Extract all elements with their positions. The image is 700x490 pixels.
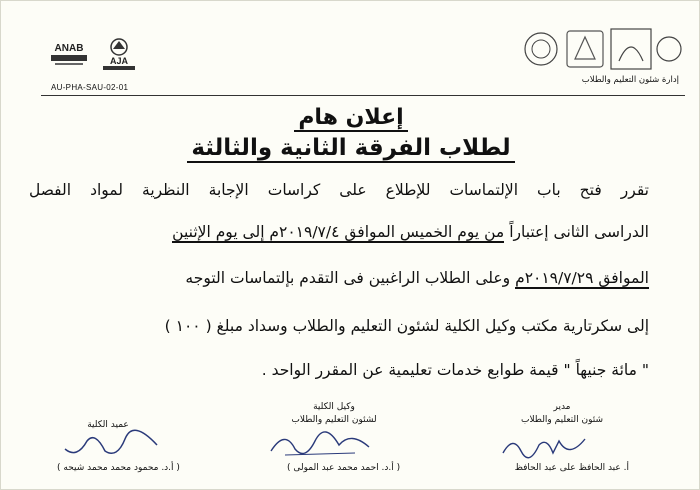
- body-line-5: " مائة جنيهاً " قيمة طوابع خدمات تعليمية عن المقرر الواحد .: [261, 361, 649, 379]
- signature-dean-title: عميد الكلية: [87, 420, 129, 430]
- university-logo-icon: [523, 23, 683, 75]
- body-line-4: إلى سكرتارية مكتب وكيل الكلية لشئون التعليم والطلاب وسداد مبلغ ( ١٠٠ ): [164, 317, 649, 335]
- announcement-subtitle-text: لطلاب الفرقة الثانية والثالثة: [187, 135, 514, 163]
- signature-vice-dean-title: وكيل الكلية: [313, 402, 355, 412]
- signature-director-icon: [499, 431, 589, 461]
- signature-vice-dean-name: ( أ.د. احمد محمد عبد المولى ): [287, 463, 401, 473]
- body-line-3-end-date: الموافق ٢٠١٩/٧/٢٩م: [515, 269, 649, 287]
- signature-dean-name: ( أ.د. محمود محمد محمد شيحه ): [57, 463, 180, 473]
- announcement-title: [1, 105, 700, 130]
- signature-vice-dean-icon: [265, 427, 375, 461]
- signature-director-name: أ. عبد الحافظ على عبد الحافظ: [514, 463, 629, 473]
- department-name: إدارة شئون التعليم والطلاب: [581, 75, 679, 85]
- announcement-title-text: إعلان هام: [294, 105, 407, 132]
- signature-block-vice-dean: [269, 401, 399, 427]
- signature-dean-icon: [61, 429, 161, 463]
- signature-block-director: [497, 401, 627, 427]
- letterhead: [1, 1, 700, 93]
- announcement-subtitle: [1, 135, 700, 161]
- signature-director-office: شئون التعليم والطلاب: [520, 415, 604, 425]
- body-line-2-a: الدراسى الثانى إعتباراً: [509, 223, 649, 241]
- body-line-1: تقرر فتح باب الإلتماسات للإطلاع على كراسات الإجابة النظرية لمواد الفصل: [29, 181, 649, 199]
- body-line-3: [29, 269, 649, 287]
- body-line-2: [29, 223, 649, 241]
- signature-director-title: مدير: [553, 402, 571, 412]
- aja-logo-text: AJA: [109, 56, 129, 66]
- aja-logo-icon: [97, 37, 141, 71]
- body-line-3-b: وعلى الطلاب الراغبين فى التقدم بإلتماسات التوجه: [185, 269, 511, 287]
- document-code: AU-PHA-SAU-02-01: [51, 83, 129, 92]
- anab-logo-text: ANAB: [54, 43, 84, 54]
- body-line-2-date-range: من يوم الخميس الموافق ٢٠١٩/٧/٤م إلى يوم الإثنين: [172, 223, 505, 241]
- anab-logo-icon: [47, 39, 91, 67]
- signature-vice-dean-office: لشئون التعليم والطلاب: [291, 415, 377, 425]
- header-divider: [41, 95, 685, 96]
